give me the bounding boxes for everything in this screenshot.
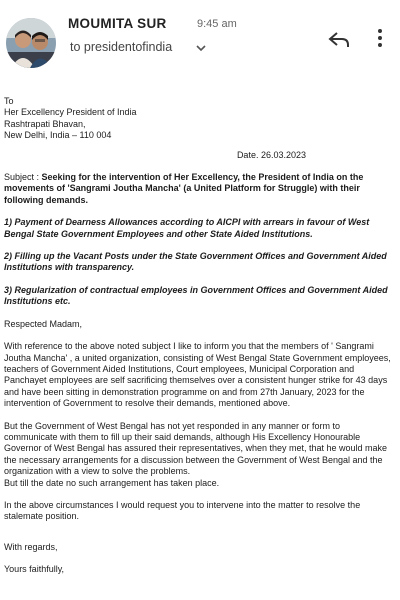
sender-name: MOUMITA SUR bbox=[68, 16, 167, 31]
body-paragraph: With reference to the above noted subject I like to inform you that the members of ' Sangrami Joutha Mancha' , a united organization, consisting of West Bengal State Government employees, teachers of Government Aided Institutions, Court employees, Municipal Corporation and Panchayet employees are self sacrificing themselves over a consistent hunger strike for 43 days and have been sitting in demonstration programme on and from 27th January, 2023 for the intervention of Government to resolve their demands, mentioned above. bbox=[4, 341, 391, 409]
closing-line: Yours faithfully, bbox=[4, 564, 65, 575]
letter-date: Date. 26.03.2023 bbox=[236, 149, 306, 160]
closing-line: With regards, bbox=[4, 541, 58, 552]
body-paragraph: But the Government of West Bengal has not yet responded in any manner or form to communicate with them to fill up their said demands, although His Excellency Honourable Governor of West Bengal has assured their representatives, when they met, that he would make the necessary arrangements for a discussion between the Government of West Bengal and the organization with a view to solve the problems. bbox=[4, 420, 388, 477]
demand-point: 1) Payment of Dearness Allowances according to AICPI with arrears in favour of West Bengal State Government Employees and other State Aided Institutions. bbox=[4, 217, 370, 239]
subject-text: Seeking for the intervention of Her Excellency, the President of India on the movements of 'Sangrami Joutha Mancha' (a United Platform for Struggle) with their following demands. bbox=[4, 172, 364, 205]
more-vertical-icon[interactable] bbox=[377, 28, 383, 48]
salutation: Respected Madam, bbox=[4, 318, 83, 329]
body-paragraph: In the above circumstances I would request you to intervene into the matter to resolve the stalemate position. bbox=[4, 499, 361, 522]
demand-point: 3) Regularization of contractual employees in Government Offices and Government Aided Institutions etc. bbox=[4, 284, 388, 307]
email-header bbox=[0, 0, 400, 78]
email-body bbox=[4, 96, 394, 576]
sender-avatar[interactable] bbox=[6, 18, 56, 68]
addressee-line: Rashtrapati Bhavan, bbox=[4, 118, 86, 129]
subject-line bbox=[4, 172, 394, 206]
body-paragraph: But till the date no such arrangement has taken place. bbox=[4, 477, 220, 488]
reply-icon[interactable] bbox=[328, 30, 350, 48]
addressee-line: New Delhi, India – 110 004 bbox=[4, 130, 112, 141]
subject-label: Subject : bbox=[4, 172, 42, 183]
email-time: 9:45 am bbox=[197, 18, 237, 30]
demand-point: 2) Filling up the Vacant Posts under the State Government Offices and Government Aided Institutions with transparency. bbox=[4, 251, 387, 273]
addressee-line: To bbox=[4, 96, 14, 106]
addressee-line: Her Excellency President of India bbox=[4, 107, 137, 118]
chevron-down-icon[interactable] bbox=[196, 44, 206, 52]
recipient-line[interactable]: to presidentofindia bbox=[70, 40, 173, 54]
avatar-photo bbox=[6, 18, 56, 68]
